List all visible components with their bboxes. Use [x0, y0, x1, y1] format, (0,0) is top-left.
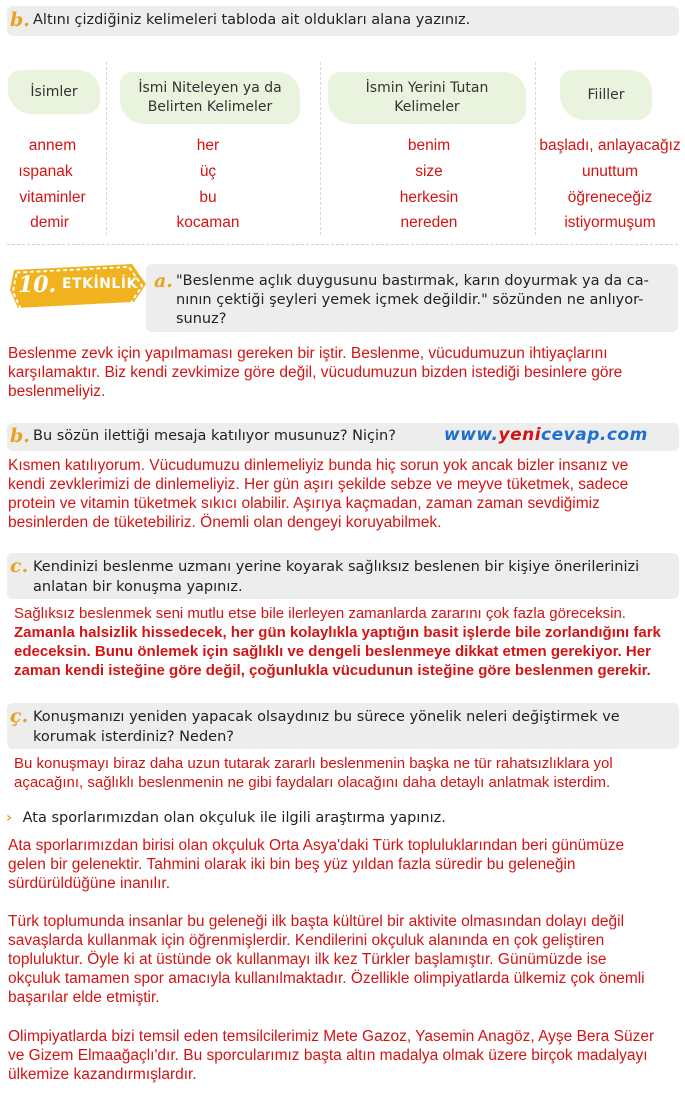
question-line: nının çektiği şeyleri yemek içmek değildir." sözünden ne anlıyor-	[176, 292, 644, 308]
table-cell: üç	[199, 163, 217, 180]
table-cell: başladı, anlayacağız	[539, 137, 681, 154]
question-bar-b1	[7, 6, 679, 36]
table-cell: unuttum	[581, 163, 638, 180]
answer-line: topluluktur. Öyle ki at üstünde ok kullanmayı ilk kez Türkler başlamıştır. Günümüzde ise	[8, 951, 607, 968]
answer-line: ülkemize kazandırmışlardır.	[8, 1066, 197, 1083]
watermark-yeni: yeni	[498, 425, 542, 445]
question-line: "Beslenme açlık duygusunu bastırmak, karın doyurmak ya da ca-	[176, 273, 649, 289]
table-cell: annem	[28, 137, 77, 154]
answer-line: protein ve vitamin tüketmek sıkıcı olabilir. Aşırıya kaçmadan, zaman zaman sevdiğimiz	[8, 495, 600, 512]
question-bar-cc	[7, 703, 679, 749]
answer-line: kendi zevklerimizi de dinlemeliyiz. Her gün aşırı şekilde sebze ve meyve tüketmek, sadece	[8, 476, 629, 493]
table-cell: size	[415, 163, 443, 180]
question-letter-cc: ç.	[10, 705, 29, 727]
answer-line: Ata sporlarımızdan birisi olan okçuluk Orta Asya'daki Türk topluluklarından beri günümüze	[8, 837, 625, 854]
answer-c	[14, 604, 661, 680]
table-header-isimler: İsimler	[8, 70, 100, 114]
activity-number: 10.	[18, 272, 57, 298]
answer-line: Kısmen katılıyorum. Vücudumuzu dinlemeliyiz bunda hiç sorun yok ancak bizler insanız ve	[8, 457, 629, 474]
question-line: korumak isterdiniz? Neden?	[33, 729, 234, 745]
watermark-cevap: cevap	[541, 425, 600, 445]
answer-cc	[14, 754, 613, 792]
table-cell: kocaman	[176, 214, 240, 231]
watermark-yenicevap	[444, 425, 648, 445]
table-cell: benim	[407, 137, 451, 154]
table-cell: bu	[199, 189, 217, 206]
answer-line: Olimpiyatlarda bizi temsil eden temsilcilerimiz Mete Gazoz, Yasemin Anagöz, Ayşe Bera Süzer	[8, 1028, 655, 1045]
question-letter-b1: b.	[10, 9, 30, 31]
answer-line: Sağlıksız beslenmek seni mutlu etse bile ilerleyen zamanlarda zararını çok fazla göreceksin.	[14, 605, 626, 622]
answer-line: gelen bir gelenektir. Tahmini olarak iki bin beş yüz yıldan fazla süredir bu geleneğin	[8, 856, 576, 873]
answer-line: başarılar elde etmiştir.	[8, 989, 160, 1006]
question-text-c	[33, 557, 639, 597]
answer-line: Bu konuşmayı biraz daha uzun tutarak zararlı beslenmenin başka ne tür rahatsızlıklara yol	[14, 755, 613, 772]
table-cell: ıspanak	[18, 163, 73, 180]
table-header-yerini-tutan: İsmin Yerini Tutan Kelimeler	[328, 72, 526, 124]
answer-line: sürdürüldüğüne inanılır.	[8, 875, 171, 892]
question-ata	[6, 810, 446, 826]
activity-label: ETKİNLİK	[62, 276, 138, 292]
question-text-ata: Ata sporlarımızdan olan okçuluk ile ilgili araştırma yapınız.	[22, 810, 446, 826]
answer-line: Beslenme zevk için yapılmaması gereken bir iştir. Beslenme, vücudumuzun ihtiyaçlarını	[8, 345, 608, 362]
answer-line: zaman kendi isteğine göre değil, çoğunlukla vücudunun isteğine göre beslenmen gerekir.	[14, 662, 651, 679]
section-divider	[7, 244, 678, 245]
answer-line: savaşlarda kullanmak için öğrenmişlerdir. Kendilerini okçuluk alanında en çok geliştiren	[8, 932, 605, 949]
answer-line: Zamanla halsizlik hissedecek, her gün kolaylıkla yaptığın basit işlerde bile zorlandığını fark	[14, 624, 661, 641]
answer-line: ve Gizem Elmaağaçlı'dır. Bu sporcularımız başta altın madalya olmak üzere birçok madalyayı	[8, 1047, 648, 1064]
question-line: sunuz?	[176, 311, 227, 327]
question-line: Kendinizi beslenme uzmanı yerine koyarak sağlıksız beslenen bir kişiye önerilerinizi	[33, 559, 640, 575]
table-cell: vitaminler	[19, 189, 86, 206]
answer-line: edeceksin. Bunu önlemek için sağlıklı ve dengeli beslenmeye dikkat etmen gerekiyor. Her	[14, 643, 651, 660]
answer-ata-paragraph-2	[8, 912, 645, 1007]
question-bar-a	[146, 264, 678, 332]
activity-badge	[8, 262, 148, 310]
answer-line: okçuluk tamamen spor amacıyla kullanılmaktadır. Özellikle olimpiyatlarda ülkemiz çok önemli	[8, 970, 645, 987]
table-cell: demir	[30, 214, 69, 231]
question-letter-b2: b.	[10, 425, 30, 447]
question-letter-a: a.	[154, 270, 173, 292]
table-cell: nereden	[400, 214, 458, 231]
table-header-niteleyen: İsmi Niteleyen ya da Belirten Kelimeler	[120, 72, 300, 124]
table-cell: her	[196, 137, 220, 154]
answer-line: açacağını, sağlıklı beslenmenin ne gibi faydaları olacağını daha detaylı anlatmak isterdim.	[14, 774, 611, 791]
question-letter-c: c.	[10, 555, 29, 577]
question-text-a	[176, 272, 649, 329]
table-cell: öğreneceğiz	[567, 189, 653, 206]
answer-line: besinlerden de tüketebiliriz. Önemli olan dengeyi koruyabilmek.	[8, 514, 442, 531]
table-header-fiiller: Fiiller	[560, 70, 652, 120]
table-divider	[106, 62, 107, 235]
question-bar-c	[7, 553, 679, 599]
answer-line: Türk toplumunda insanlar bu geleneği ilk başta kültürel bir aktivite olmasından dolayı değil	[8, 913, 625, 930]
watermark-suffix: .com	[599, 425, 648, 445]
answer-a	[8, 344, 622, 401]
answer-ata-paragraph-3	[8, 1027, 654, 1084]
answer-b2	[8, 456, 628, 532]
answer-line: beslenmeliyiz.	[8, 383, 106, 400]
question-bar-b2	[7, 423, 679, 451]
answer-ata-paragraph-1	[8, 836, 624, 893]
question-text-b1: Altını çizdiğiniz kelimeleri tabloda ait oldukları alana yazınız.	[33, 12, 471, 28]
question-line: anlatan bir konuşma yapınız.	[33, 579, 243, 595]
answer-line: karşılamaktır. Biz kendi zevkimize göre değil, vücudumuzun bizden istediği besinlere göre	[8, 364, 623, 381]
table-cell: istiyormuşum	[564, 214, 656, 231]
bullet-icon: ›	[6, 810, 12, 826]
question-line: Konuşmanızı yeniden yapacak olsaydınız bu sürece yönelik neleri değiştirmek ve	[33, 709, 620, 725]
watermark-prefix: www.	[444, 425, 499, 445]
question-text-b2: Bu sözün ilettiği mesaja katılıyor musunuz? Niçin?	[33, 428, 396, 444]
table-divider	[320, 62, 321, 235]
question-text-cc	[33, 707, 620, 747]
table-cell: herkesin	[399, 189, 459, 206]
